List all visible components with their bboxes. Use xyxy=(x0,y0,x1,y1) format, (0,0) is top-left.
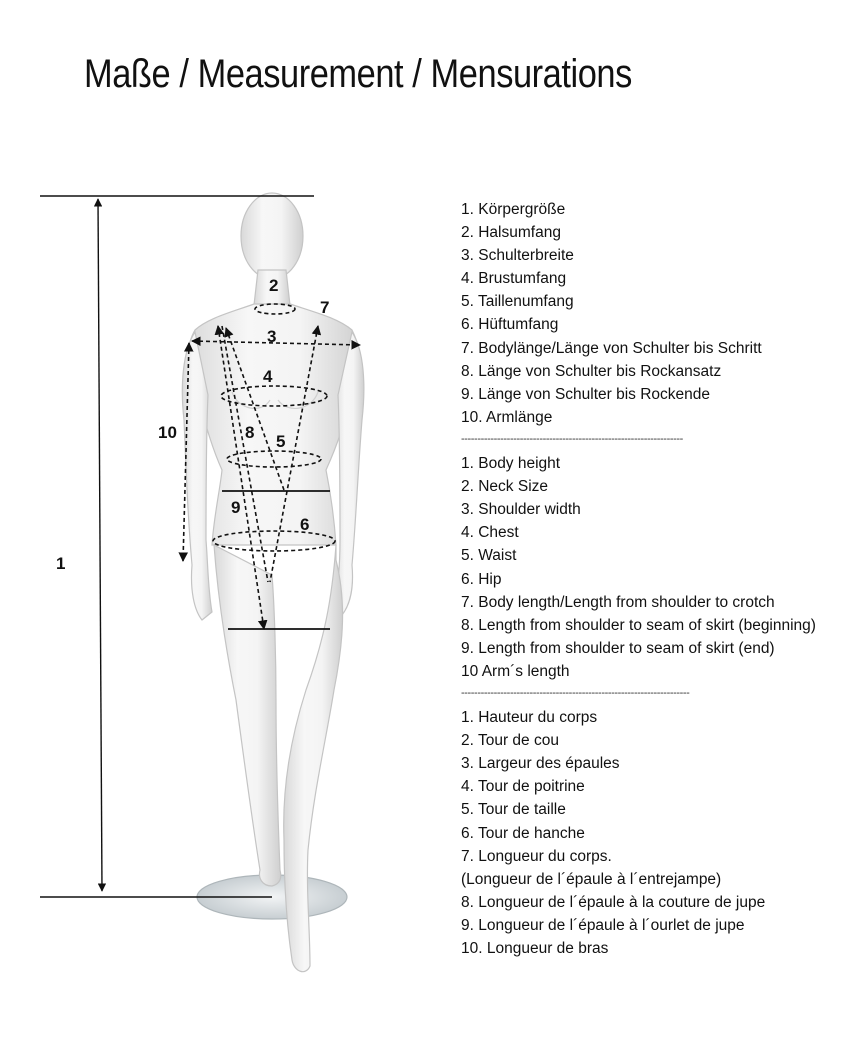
legend-fr-6: 6. Tour de hanche xyxy=(461,824,585,842)
legend-de-1: 1. Körpergröße xyxy=(461,201,566,218)
measurement-legend xyxy=(461,198,853,960)
body-height-arrow xyxy=(98,199,102,891)
page-title: Maße / Measurement / Mensurations xyxy=(84,52,632,96)
legend-de-4: 4. Brustumfang xyxy=(461,270,567,288)
legend-de-9: 9. Länge von Schulter bis Rockende xyxy=(461,385,711,403)
legend-fr-7-detail: (Longueur de l´épaule à l´entrejampe) xyxy=(461,870,722,888)
legend-en-2: 2. Neck Size xyxy=(461,478,549,496)
legend-fr-10: 10. Longueur de bras xyxy=(461,940,609,957)
legend-fr-7: 7. Longueur du corps. xyxy=(461,847,612,865)
marker-4: 4 xyxy=(263,367,273,386)
legend-separator-2: ---------------------------------------------------------------------- xyxy=(461,686,690,699)
legend-en-3: 3. Shoulder width xyxy=(461,501,581,519)
legend-de-10: 10. Armlänge xyxy=(461,408,553,426)
legend-de-7: 7. Bodylänge/Länge von Schulter bis Schritt xyxy=(461,339,762,357)
legend-de-5: 5. Taillenumfang xyxy=(461,293,574,311)
legend-separator-1: -------------------------------------------------------------------- xyxy=(461,432,683,445)
legend-fr-9: 9. Longueur de l´épaule à l´ourlet de jupe xyxy=(461,916,745,934)
legend-fr-4: 4. Tour de poitrine xyxy=(461,778,585,796)
legend-en-7: 7. Body length/Length from shoulder to crotch xyxy=(461,593,775,611)
legend-de-3: 3. Schulterbreite xyxy=(461,247,574,265)
legend-fr-8: 8. Longueur de l´épaule à la couture de jupe xyxy=(461,893,766,911)
marker-6: 6 xyxy=(300,515,310,534)
legend-de-6: 6. Hüftumfang xyxy=(461,316,559,334)
legend-en-5: 5. Waist xyxy=(461,547,517,565)
legend-en-8: 8. Length from shoulder to seam of skirt (beginning) xyxy=(461,616,816,634)
legend-en-1: 1. Body height xyxy=(461,455,561,473)
marker-5: 5 xyxy=(276,432,286,451)
marker-1: 1 xyxy=(56,554,66,573)
legend-en-10: 10 Arm´s length xyxy=(461,662,570,680)
legend-fr-5: 5. Tour de taille xyxy=(461,801,566,819)
legend-fr-1: 1. Hauteur du corps xyxy=(461,709,598,727)
legend-en-9: 9. Length from shoulder to seam of skirt (end) xyxy=(461,639,775,657)
marker-7: 7 xyxy=(320,298,330,317)
marker-8: 8 xyxy=(245,423,255,442)
legend-de-8: 8. Länge von Schulter bis Rockansatz xyxy=(461,362,722,380)
legend-fr-3: 3. Largeur des épaules xyxy=(461,755,620,773)
marker-10: 10 xyxy=(158,423,177,442)
legend-en-4: 4. Chest xyxy=(461,524,519,542)
legend-en-6: 6. Hip xyxy=(461,570,502,588)
legend-de-2: 2. Halsumfang xyxy=(461,224,561,242)
marker-2: 2 xyxy=(269,276,279,295)
marker-9: 9 xyxy=(231,498,241,517)
mannequin-body xyxy=(182,193,364,972)
legend-fr-2: 2. Tour de cou xyxy=(461,732,559,750)
marker-3: 3 xyxy=(267,327,277,346)
